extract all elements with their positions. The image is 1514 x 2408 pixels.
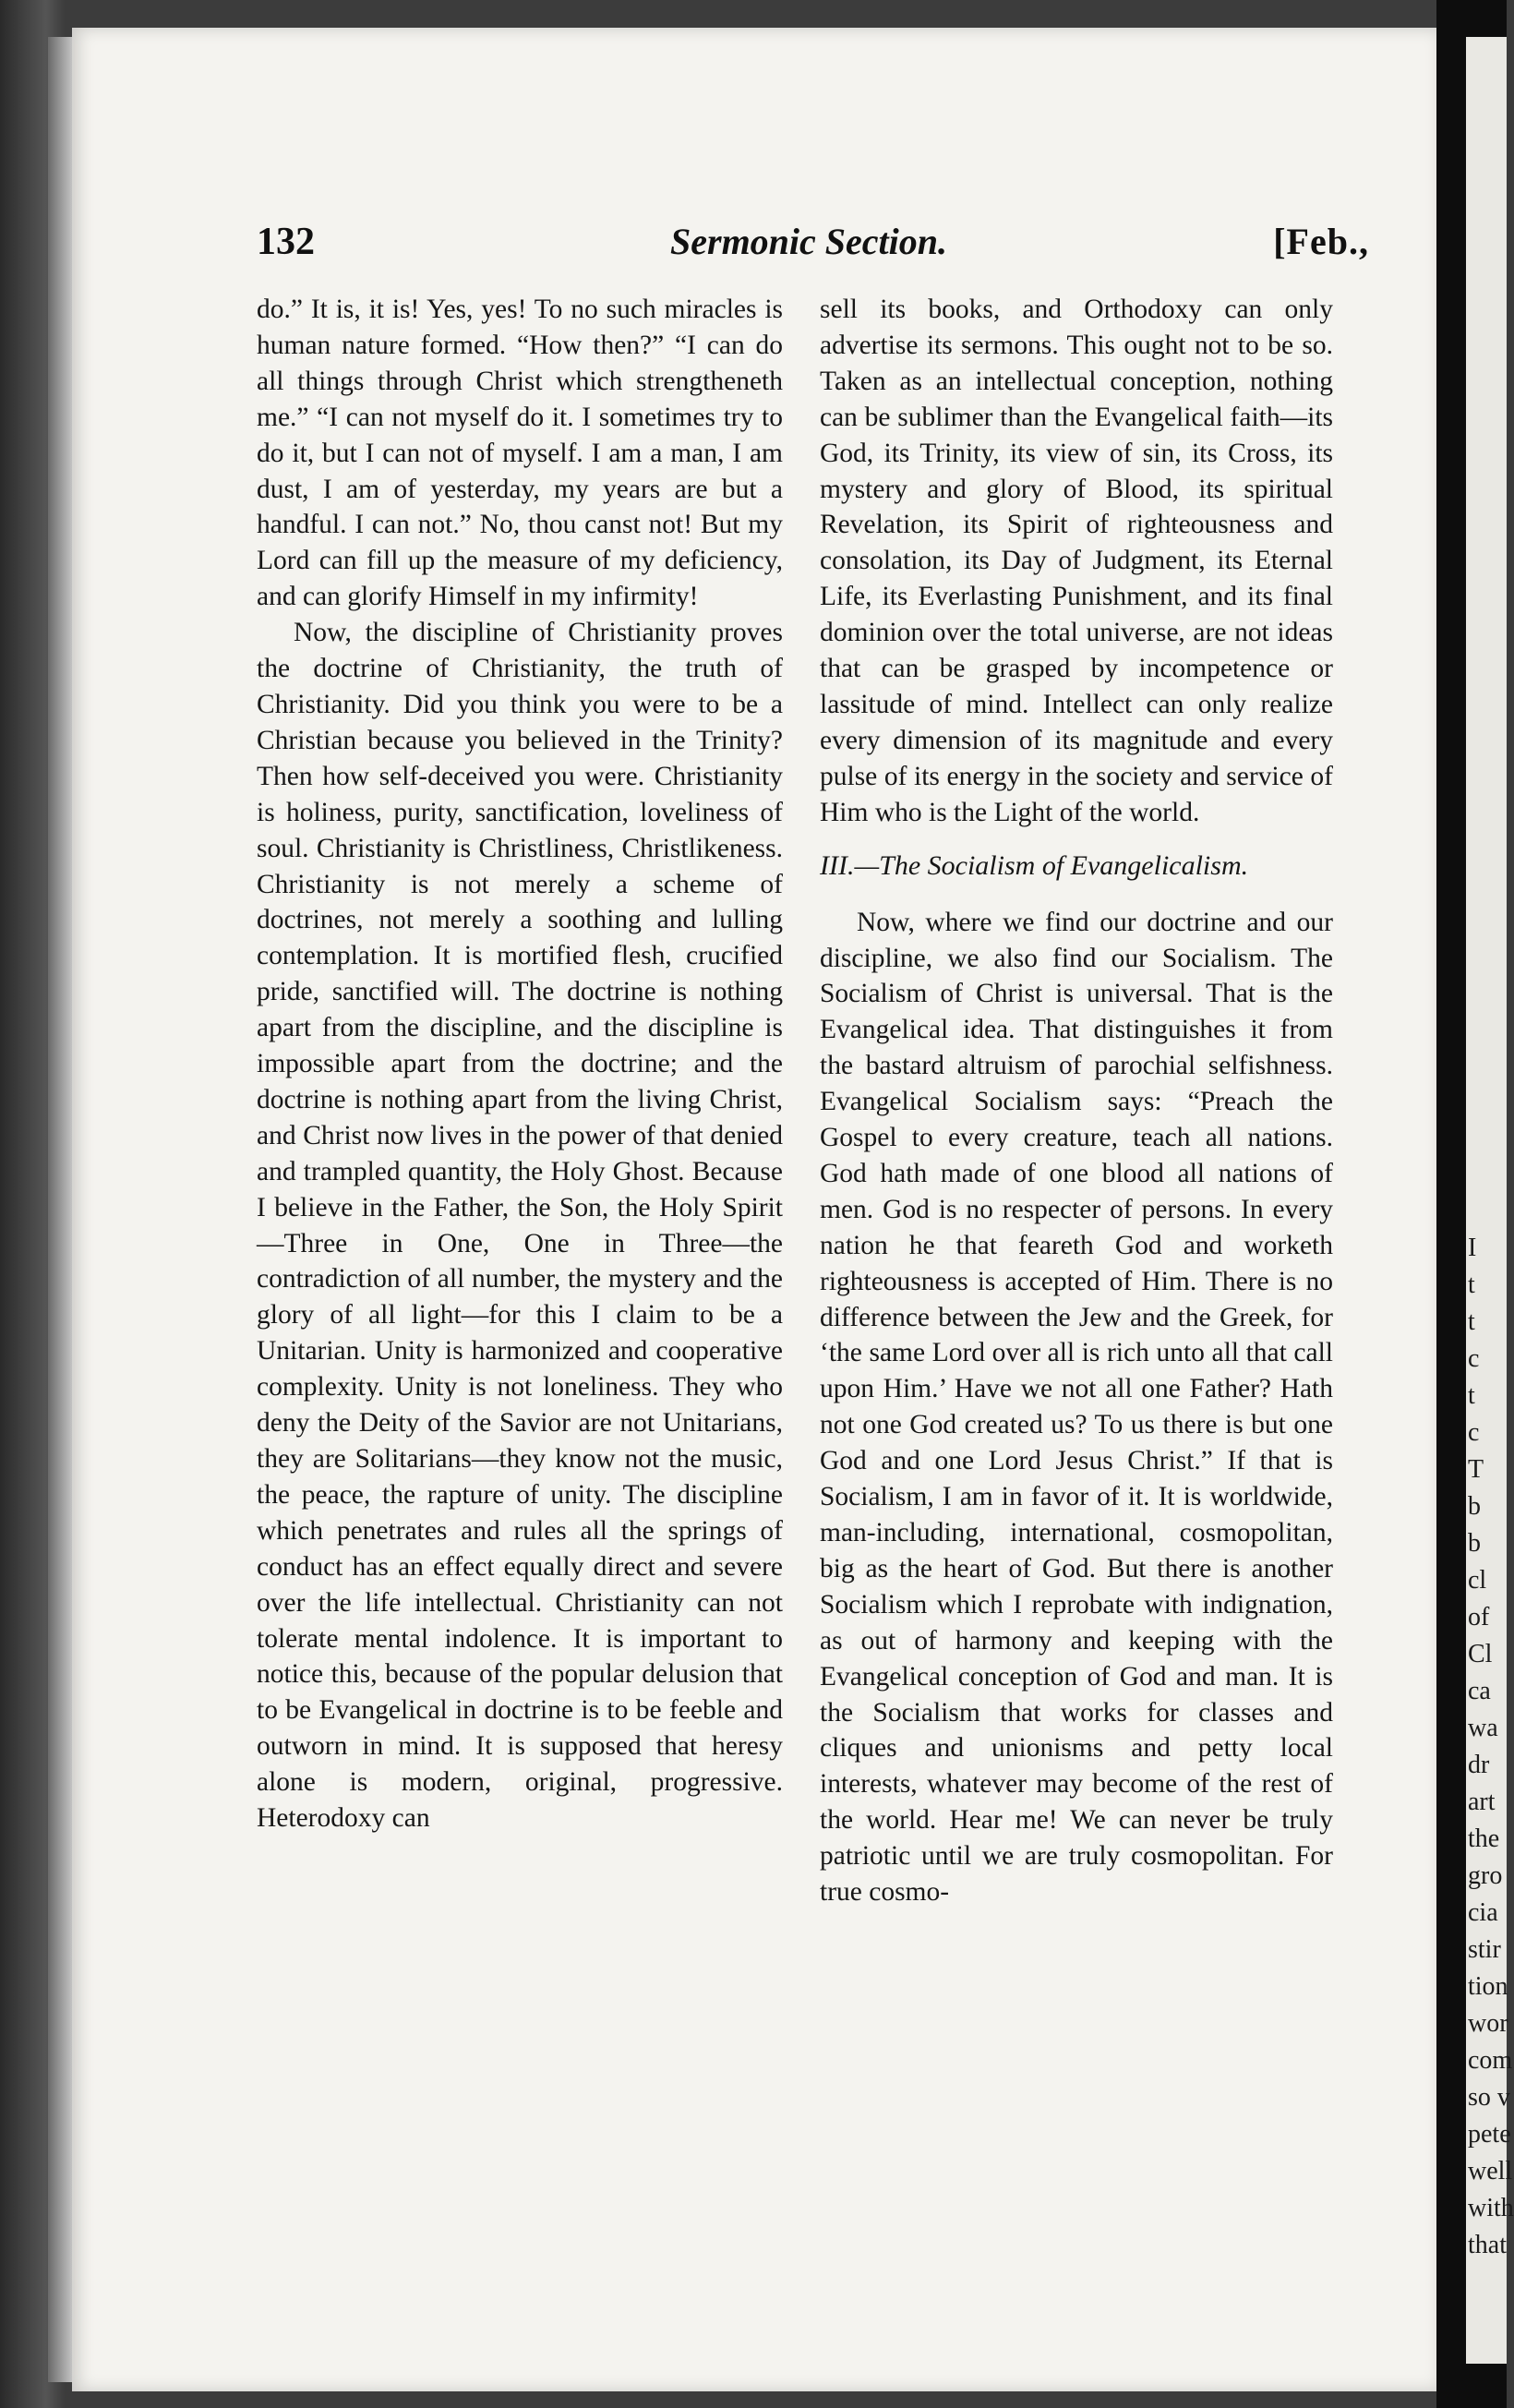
adjacent-fragment: tion (1468, 1972, 1508, 2001)
running-title: Sermonic Section. (670, 221, 948, 262)
adjacent-fragment: b (1468, 1492, 1481, 1521)
adjacent-fragment: cia (1468, 1898, 1498, 1927)
adjacent-fragment: ca (1468, 1677, 1491, 1705)
right-paragraph-section: Now, where we find our doctrine and our discipline, we also find our Socialism. The Socialism of Christ is universal. That is the Evangelical idea. That distinguishes it from the bastard altruism of parochial selfishness. Evangelical Socialism says: “Preach the Gospel to every creature, teach all nations. God hath made of one blood all nations of men. God is no respecter of persons. In every nation he that feareth God and worketh righteousness is accepted of Him. There is no difference between the Jew and the Greek, for ‘the same Lord over all is rich unto all that call upon Him.’ Have we not all one Father? Hath not one God created us? To us there is but one God and one Lord Jesus Christ.” If that is Socialism, I am in favor of it. It is worldwide, man-including, international, cosmopolitan, big as the heart of God. But there is another Socialism which I reprobate with indignation, as out of harmony and keeping with the Evangelical conception of God and man. It is the Socialism that works for classes and cliques and unionisms and petty local interests, whatever may become of the rest of the world. Hear me! We can never be truly patriotic until we are truly cosmopolitan. For true cosmo- (820, 907, 1333, 1908)
adjacent-fragment: com (1468, 2046, 1513, 2075)
adjacent-fragment: t (1468, 1270, 1475, 1299)
page-number: 132 (257, 221, 315, 263)
adjacent-fragment: Cl (1468, 1640, 1493, 1668)
adjacent-fragment: c (1468, 1344, 1480, 1373)
adjacent-fragment: pete (1468, 2120, 1511, 2149)
adjacent-fragment: b (1468, 1529, 1481, 1558)
adjacent-fragment: wa (1468, 1714, 1498, 1742)
subheading-number: III. (820, 849, 855, 881)
left-column (257, 292, 783, 1836)
adjacent-fragment: well (1468, 2157, 1513, 2185)
adjacent-fragment: gro (1468, 1861, 1503, 1890)
adjacent-fragment: so v (1468, 2083, 1510, 2112)
adjacent-page (1466, 37, 1514, 2364)
adjacent-fragment: wor (1468, 2009, 1508, 2038)
adjacent-fragment: c (1468, 1418, 1480, 1447)
adjacent-fragment: dr (1468, 1751, 1490, 1779)
adjacent-fragment: that (1468, 2231, 1507, 2259)
adjacent-fragment: with (1468, 2194, 1514, 2222)
adjacent-fragment: T (1468, 1455, 1484, 1484)
page-header (257, 220, 1369, 275)
adjacent-fragment: the (1468, 1824, 1500, 1853)
adjacent-fragment: I (1468, 1234, 1477, 1262)
adjacent-fragment: stir (1468, 1935, 1501, 1964)
section-date: [Feb., (1273, 221, 1369, 262)
adjacent-fragment: t (1468, 1307, 1475, 1336)
subheading-text: —The Socialism of Evangelicalism. (854, 849, 1249, 881)
right-column (820, 292, 1333, 1910)
right-paragraph-continued: sell its books, and Orthodoxy can only advertise its sermons. This ought not to be so. Taken as an intellectual conception, nothing can be sublimer than the Evangelical faith—its God, its Trinity, its view of sin, its Cross, its mystery and glory of Blood, its spiritual Revelation, its Spirit of righteousness and consolation, its Day of Judgment, its Eternal Life, its Everlasting Punishment, and its final dominion over the total universe, are not ideas that can be grasped by incompetence or lassitude of mind. Intellect can only realize every dimension of its magnitude and every pulse of its energy in the society and service of Him who is the Light of the world. (820, 295, 1333, 827)
left-paragraph-2: Now, the discipline of Christianity proves the doctrine of Christianity, the truth of Christianity. Did you think you were to be a Christian because you believed in the Trinity? Then how self-deceived you were. Christianity is holiness, purity, sanctification, loveliness of soul. Christianity is Christliness, Christlikeness. Christianity is not merely a scheme of doctrines, not merely a soothing and lulling contemplation. It is mortified flesh, crucified pride, sanctified will. The doctrine is nothing apart from the discipline, and the discipline is impossible apart from the doctrine; and the doctrine is nothing apart from the living Christ, and Christ now lives in the power of that denied and trampled quantity, the Holy Ghost. Because I believe in the Father, the Son, the Holy Spirit—Three in One, One in Three—the contradiction of all number, the mystery and the glory of all light—for this I claim to be a Unitarian. Unity is harmonized and cooperative complexity. Unity is not loneliness. They who deny the Deity of the Savior are not Unitarians, they are Solitarians—they know not the music, the peace, the rapture of unity. The discipline which penetrates and rules all the springs of conduct has an effect equally direct and severe over the life intellectual. Christianity can not tolerate mental indolence. It is important to notice this, because of the popular delusion that to be Evangelical in doctrine is to be feeble and outworn in mind. It is supposed that heresy alone is modern, original, progressive. Heterodoxy can (257, 618, 783, 1834)
adjacent-fragment: art (1468, 1788, 1496, 1816)
adjacent-fragment: cl (1468, 1566, 1487, 1595)
adjacent-fragment: of (1468, 1603, 1490, 1631)
adjacent-fragment: t (1468, 1381, 1475, 1410)
left-paragraph-1: do.” It is, it is! Yes, yes! To no such miracles is human nature formed. “How then?” “I can do all things through Christ which strengtheneth me.” “I can not myself do it. I sometimes try to do it, but I can not of myself. I am a man, I am dust, I am of yesterday, my years are but a handful. I can not.” No, thou canst not! But my Lord can fill up the measure of my deficiency, and can glorify Himself in my infirmity! (257, 295, 783, 612)
section-subheading (820, 848, 1333, 885)
